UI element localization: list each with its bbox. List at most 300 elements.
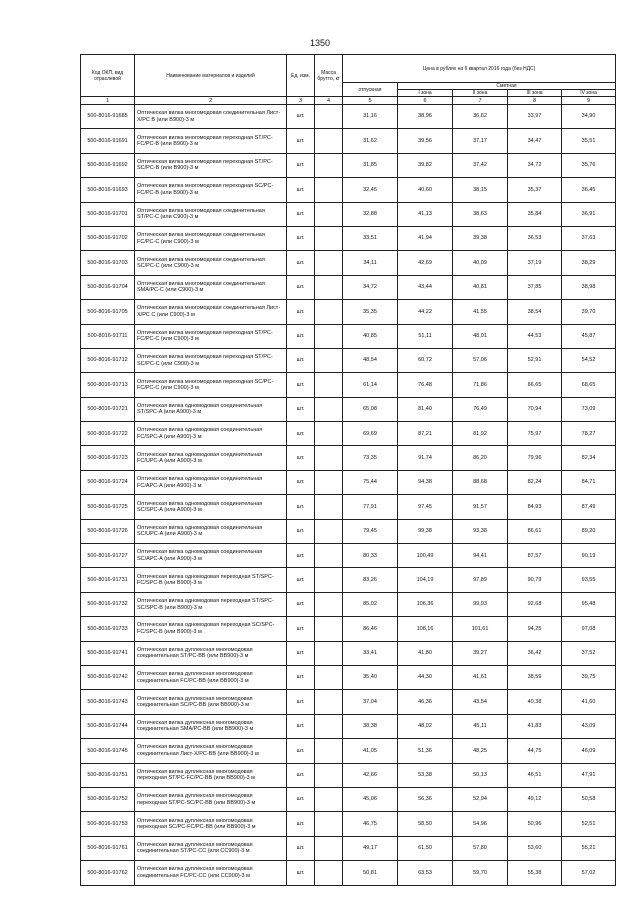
unit-of-measure: шт. (287, 397, 315, 421)
estimate-price-zone-4: 52,51 (562, 812, 616, 836)
table-row (81, 178, 616, 202)
estimate-price-zone-4: 73,09 (562, 397, 616, 421)
release-price: 33,51 (343, 226, 398, 250)
column-number: 2 (135, 97, 287, 105)
gross-mass (315, 739, 343, 763)
gross-mass (315, 861, 343, 885)
unit-of-measure: шт. (287, 861, 315, 885)
table-row (81, 714, 616, 738)
table-row (81, 690, 616, 714)
estimate-price-zone-2: 39,27 (453, 641, 508, 665)
header-code: Код ОКП, вид отраслевой (81, 55, 135, 97)
unit-of-measure: шт. (287, 592, 315, 616)
table-row (81, 251, 616, 275)
header-mass: Масса брутто, кг (315, 55, 343, 97)
estimate-price-zone-2: 101,61 (453, 617, 508, 641)
estimate-price-zone-1: 97,45 (398, 495, 453, 519)
product-name: Оптическая вилка дуплексная многомодовая соединительная SC/PC-BB (или BB900)-3 м (135, 690, 287, 714)
estimate-price-zone-2: 54,96 (453, 812, 508, 836)
estimate-price-zone-3: 35,37 (508, 178, 562, 202)
estimate-price-zone-1: 46,36 (398, 690, 453, 714)
estimate-price-zone-4: 84,71 (562, 470, 616, 494)
estimate-price-zone-3: 53,60 (508, 836, 562, 860)
unit-of-measure: шт. (287, 617, 315, 641)
estimate-price-zone-1: 53,38 (398, 763, 453, 787)
product-name: Оптическая вилка дуплексная многомодовая соединительная ST/PC-CC (или CC900)-3 м (135, 836, 287, 860)
unit-of-measure: шт. (287, 690, 315, 714)
table-row (81, 300, 616, 324)
header-release: отпускная (343, 83, 398, 97)
gross-mass (315, 105, 343, 129)
product-name: Оптическая вилка многомодовая переходная ST/PC-SC/PC-B (или B900)-3 м (135, 153, 287, 177)
unit-of-measure: шт. (287, 812, 315, 836)
estimate-price-zone-3: 41,83 (508, 714, 562, 738)
product-name: Оптическая вилка многомодовая переходная ST/PC-FC/PC-B (или B900)-3 м (135, 129, 287, 153)
estimate-price-zone-3: 79,96 (508, 446, 562, 470)
product-code: 500-8016-91743 (81, 690, 135, 714)
unit-of-measure: шт. (287, 422, 315, 446)
estimate-price-zone-3: 70,94 (508, 397, 562, 421)
gross-mass (315, 275, 343, 299)
product-name: Оптическая вилка дуплексная многомодовая соединительная FC/PC-CC (или CC900)-3 м (135, 861, 287, 885)
table-row (81, 812, 616, 836)
estimate-price-zone-4: 38,29 (562, 251, 616, 275)
product-name: Оптическая вилка многомодовая переходная ST/PC-FC/PC-C (или C900)-3 м (135, 324, 287, 348)
product-code: 500-8016-91752 (81, 787, 135, 811)
estimate-price-zone-3: 84,93 (508, 495, 562, 519)
estimate-price-zone-2: 37,17 (453, 129, 508, 153)
unit-of-measure: шт. (287, 739, 315, 763)
header-zone-2: II зона (453, 90, 508, 97)
product-code: 500-8016-91751 (81, 763, 135, 787)
estimate-price-zone-3: 49,12 (508, 787, 562, 811)
header-price-group: Цена в рублях на II квартал 2016 года (без НДС) (343, 55, 616, 83)
unit-of-measure: шт. (287, 519, 315, 543)
estimate-price-zone-4: 93,55 (562, 568, 616, 592)
estimate-price-zone-4: 68,65 (562, 373, 616, 397)
gross-mass (315, 422, 343, 446)
estimate-price-zone-3: 36,53 (508, 226, 562, 250)
product-code: 500-8016-91741 (81, 641, 135, 665)
gross-mass (315, 836, 343, 860)
table-row (81, 495, 616, 519)
estimate-price-zone-4: 37,63 (562, 226, 616, 250)
unit-of-measure: шт. (287, 665, 315, 689)
estimate-price-zone-2: 91,57 (453, 495, 508, 519)
estimate-price-zone-4: 97,08 (562, 617, 616, 641)
release-price: 69,69 (343, 422, 398, 446)
gross-mass (315, 129, 343, 153)
product-name: Оптическая вилка дуплексная многомодовая соединительная FC/PC-BB (или BB900)-3 м (135, 665, 287, 689)
gross-mass (315, 178, 343, 202)
estimate-price-zone-1: 40,60 (398, 178, 453, 202)
product-name: Оптическая вилка многомодовая соединительная Лист-X/PC C (или C900)-3 м (135, 300, 287, 324)
estimate-price-zone-1: 60,72 (398, 348, 453, 372)
header-zone-1: I зона (398, 90, 453, 97)
product-name: Оптическая вилка дуплексная многомодовая переходная SC/PC-FC/PC-BB (или BB900)-3 м (135, 812, 287, 836)
estimate-price-zone-3: 44,75 (508, 739, 562, 763)
release-price: 73,35 (343, 446, 398, 470)
product-code: 500-8016-91744 (81, 714, 135, 738)
estimate-price-zone-1: 48,02 (398, 714, 453, 738)
release-price: 49,17 (343, 836, 398, 860)
estimate-price-zone-2: 48,01 (453, 324, 508, 348)
product-code: 500-8016-91711 (81, 324, 135, 348)
estimate-price-zone-1: 63,53 (398, 861, 453, 885)
product-code: 500-8016-91701 (81, 202, 135, 226)
table-row (81, 422, 616, 446)
table-row (81, 739, 616, 763)
product-code: 500-8016-91692 (81, 153, 135, 177)
estimate-price-zone-4: 95,48 (562, 592, 616, 616)
estimate-price-zone-2: 52,94 (453, 787, 508, 811)
table-row (81, 105, 616, 129)
product-name: Оптическая вилка дуплексная многомодовая соединительная Лист-X/PC-BB (или BB900)-3 м (135, 739, 287, 763)
product-name: Оптическая вилка дуплексная многомодовая соединительная ST/PC-BB (или BB900)-3 м (135, 641, 287, 665)
table-row (81, 787, 616, 811)
page-number: 1350 (309, 38, 331, 48)
estimate-price-zone-1: 56,36 (398, 787, 453, 811)
column-number: 4 (315, 97, 343, 105)
product-name: Оптическая вилка многомодовая соединительная ST/PC-C (или C900)-3 м (135, 202, 287, 226)
estimate-price-zone-3: 55,38 (508, 861, 562, 885)
header-zone-4: IV зона (562, 90, 616, 97)
estimate-price-zone-1: 44,22 (398, 300, 453, 324)
estimate-price-zone-2: 48,25 (453, 739, 508, 763)
release-price: 45,06 (343, 787, 398, 811)
release-price: 77,91 (343, 495, 398, 519)
estimate-price-zone-4: 39,70 (562, 300, 616, 324)
product-name: Оптическая вилка многомодовая соединительная FC/PC-C (или C900)-3 м (135, 226, 287, 250)
product-code: 500-8016-91691 (81, 129, 135, 153)
table-row (81, 153, 616, 177)
unit-of-measure: шт. (287, 470, 315, 494)
product-name: Оптическая вилка одномодовая соединительная SC/APC-A (или A900)-3 м (135, 544, 287, 568)
estimate-price-zone-4: 47,91 (562, 763, 616, 787)
estimate-price-zone-1: 58,50 (398, 812, 453, 836)
table-row (81, 129, 616, 153)
unit-of-measure: шт. (287, 202, 315, 226)
product-name: Оптическая вилка одномодовая соединительная SC/SPC-A (или A900)-3 м (135, 495, 287, 519)
estimate-price-zone-1: 43,44 (398, 275, 453, 299)
release-price: 41,05 (343, 739, 398, 763)
estimate-price-zone-2: 71,86 (453, 373, 508, 397)
product-code: 500-8016-91727 (81, 544, 135, 568)
estimate-price-zone-4: 41,60 (562, 690, 616, 714)
estimate-price-zone-3: 87,57 (508, 544, 562, 568)
estimate-price-zone-2: 38,63 (453, 202, 508, 226)
product-code: 500-8016-91685 (81, 105, 135, 129)
estimate-price-zone-4: 90,19 (562, 544, 616, 568)
gross-mass (315, 812, 343, 836)
product-code: 500-8016-91762 (81, 861, 135, 885)
product-name: Оптическая вилка многомодовая соединительная Лист-X/PC B (или B900)-3 м (135, 105, 287, 129)
header-unit: Ед. изм. (287, 55, 315, 97)
gross-mass (315, 202, 343, 226)
estimate-price-zone-2: 36,62 (453, 105, 508, 129)
estimate-price-zone-1: 87,21 (398, 422, 453, 446)
unit-of-measure: шт. (287, 251, 315, 275)
estimate-price-zone-3: 46,51 (508, 763, 562, 787)
unit-of-measure: шт. (287, 324, 315, 348)
unit-of-measure: шт. (287, 226, 315, 250)
table-row (81, 665, 616, 689)
estimate-price-zone-2: 86,20 (453, 446, 508, 470)
estimate-price-zone-4: 46,09 (562, 739, 616, 763)
column-number: 8 (508, 97, 562, 105)
table-row (81, 446, 616, 470)
product-name: Оптическая вилка одномодовая соединительная ST/SPC-A (или A900)-3 м (135, 397, 287, 421)
product-code: 500-8016-91732 (81, 592, 135, 616)
product-code: 500-8016-91704 (81, 275, 135, 299)
header-estimate: Сметная (398, 83, 616, 90)
release-price: 46,75 (343, 812, 398, 836)
table-row (81, 470, 616, 494)
release-price: 32,88 (343, 202, 398, 226)
product-name: Оптическая вилка дуплексная многомодовая переходная ST/PC-SC/PC-BB (или BB900)-3 м (135, 787, 287, 811)
gross-mass (315, 446, 343, 470)
unit-of-measure: шт. (287, 129, 315, 153)
product-name: Оптическая вилка многомодовая переходная ST/PC-SC/PC-C (или C900)-3 м (135, 348, 287, 372)
release-price: 85,02 (343, 592, 398, 616)
gross-mass (315, 690, 343, 714)
release-price: 35,40 (343, 665, 398, 689)
estimate-price-zone-1: 39,56 (398, 129, 453, 153)
estimate-price-zone-2: 40,81 (453, 275, 508, 299)
product-name: Оптическая вилка дуплексная многомодовая переходная ST/PC-FC/PC-BB (или BB900)-3 м (135, 763, 287, 787)
product-code: 500-8016-91725 (81, 495, 135, 519)
estimate-price-zone-4: 45,87 (562, 324, 616, 348)
unit-of-measure: шт. (287, 544, 315, 568)
product-code: 500-8016-91726 (81, 519, 135, 543)
table-row (81, 202, 616, 226)
estimate-price-zone-3: 36,42 (508, 641, 562, 665)
release-price: 42,66 (343, 763, 398, 787)
estimate-price-zone-3: 38,59 (508, 665, 562, 689)
estimate-price-zone-1: 42,69 (398, 251, 453, 275)
table-row (81, 861, 616, 885)
estimate-price-zone-4: 55,21 (562, 836, 616, 860)
gross-mass (315, 519, 343, 543)
table-row (81, 348, 616, 372)
release-price: 33,41 (343, 641, 398, 665)
table-row (81, 641, 616, 665)
release-price: 34,11 (343, 251, 398, 275)
estimate-price-zone-4: 36,91 (562, 202, 616, 226)
estimate-price-zone-3: 37,85 (508, 275, 562, 299)
column-number: 1 (81, 97, 135, 105)
estimate-price-zone-1: 106,36 (398, 592, 453, 616)
estimate-price-zone-1: 39,82 (398, 153, 453, 177)
product-name: Оптическая вилка одномодовая соединительная FC/UPC-A (или A900)-3 м (135, 446, 287, 470)
column-number: 6 (398, 97, 453, 105)
estimate-price-zone-2: 59,70 (453, 861, 508, 885)
unit-of-measure: шт. (287, 836, 315, 860)
table-row (81, 519, 616, 543)
estimate-price-zone-1: 41,80 (398, 641, 453, 665)
estimate-price-zone-1: 41,94 (398, 226, 453, 250)
gross-mass (315, 348, 343, 372)
estimate-price-zone-2: 43,54 (453, 690, 508, 714)
estimate-price-zone-4: 36,45 (562, 178, 616, 202)
release-price: 31,85 (343, 153, 398, 177)
estimate-price-zone-3: 34,47 (508, 129, 562, 153)
gross-mass (315, 665, 343, 689)
unit-of-measure: шт. (287, 495, 315, 519)
estimate-price-zone-2: 37,42 (453, 153, 508, 177)
product-code: 500-8016-91713 (81, 373, 135, 397)
estimate-price-zone-2: 57,80 (453, 836, 508, 860)
column-numbers-row (81, 97, 616, 105)
estimate-price-zone-3: 37,19 (508, 251, 562, 275)
estimate-price-zone-1: 99,38 (398, 519, 453, 543)
estimate-price-zone-1: 61,50 (398, 836, 453, 860)
estimate-price-zone-1: 108,16 (398, 617, 453, 641)
unit-of-measure: шт. (287, 300, 315, 324)
gross-mass (315, 153, 343, 177)
estimate-price-zone-2: 97,89 (453, 568, 508, 592)
estimate-price-zone-3: 50,96 (508, 812, 562, 836)
estimate-price-zone-4: 38,98 (562, 275, 616, 299)
product-name: Оптическая вилка многомодовая переходная SC/PC-FC/PC-C (или C900)-3 м (135, 373, 287, 397)
estimate-price-zone-4: 34,90 (562, 105, 616, 129)
release-price: 35,35 (343, 300, 398, 324)
product-name: Оптическая вилка одномодовая переходная ST/SPC-FC/SPC-B (или B900)-3 м (135, 568, 287, 592)
estimate-price-zone-1: 104,19 (398, 568, 453, 592)
gross-mass (315, 787, 343, 811)
product-name: Оптическая вилка одномодовая переходная SC/SPC-FC/SPC-B (или B900)-3 м (135, 617, 287, 641)
release-price: 34,72 (343, 275, 398, 299)
table-row (81, 324, 616, 348)
table-row (81, 617, 616, 641)
unit-of-measure: шт. (287, 153, 315, 177)
release-price: 75,44 (343, 470, 398, 494)
gross-mass (315, 544, 343, 568)
release-price: 61,14 (343, 373, 398, 397)
product-code: 500-8016-91702 (81, 226, 135, 250)
table-row (81, 592, 616, 616)
estimate-price-zone-1: 94,38 (398, 470, 453, 494)
gross-mass (315, 617, 343, 641)
gross-mass (315, 470, 343, 494)
product-code: 500-8016-91722 (81, 422, 135, 446)
product-code: 500-8016-91705 (81, 300, 135, 324)
estimate-price-zone-2: 38,15 (453, 178, 508, 202)
estimate-price-zone-4: 35,51 (562, 129, 616, 153)
product-name: Оптическая вилка одномодовая переходная ST/SPC-SC/SPC-B (или B900)-3 м (135, 592, 287, 616)
unit-of-measure: шт. (287, 568, 315, 592)
estimate-price-zone-2: 88,68 (453, 470, 508, 494)
release-price: 50,81 (343, 861, 398, 885)
unit-of-measure: шт. (287, 641, 315, 665)
product-code: 500-8016-91703 (81, 251, 135, 275)
release-price: 65,08 (343, 397, 398, 421)
gross-mass (315, 226, 343, 250)
release-price: 80,33 (343, 544, 398, 568)
estimate-price-zone-2: 93,38 (453, 519, 508, 543)
gross-mass (315, 495, 343, 519)
estimate-price-zone-2: 39,38 (453, 226, 508, 250)
column-number: 3 (287, 97, 315, 105)
estimate-price-zone-2: 81,92 (453, 422, 508, 446)
product-name: Оптическая вилка одномодовая соединительная FC/SPC-A (или A900)-3 м (135, 422, 287, 446)
unit-of-measure: шт. (287, 373, 315, 397)
product-name: Оптическая вилка дуплексная многомодовая соединительная SMA/PC-BB (или BB900)-3 м (135, 714, 287, 738)
estimate-price-zone-2: 94,41 (453, 544, 508, 568)
estimate-price-zone-4: 35,76 (562, 153, 616, 177)
estimate-price-zone-2: 41,61 (453, 665, 508, 689)
header-name: Наименование материалов и изделий (135, 55, 287, 97)
gross-mass (315, 641, 343, 665)
estimate-price-zone-1: 38,96 (398, 105, 453, 129)
table-row (81, 373, 616, 397)
table-row (81, 275, 616, 299)
table-row (81, 836, 616, 860)
estimate-price-zone-3: 34,72 (508, 153, 562, 177)
release-price: 32,45 (343, 178, 398, 202)
product-code: 500-8016-91693 (81, 178, 135, 202)
estimate-price-zone-4: 37,52 (562, 641, 616, 665)
gross-mass (315, 592, 343, 616)
release-price: 86,46 (343, 617, 398, 641)
estimate-price-zone-4: 57,02 (562, 861, 616, 885)
estimate-price-zone-1: 44,30 (398, 665, 453, 689)
estimate-price-zone-3: 82,24 (508, 470, 562, 494)
gross-mass (315, 714, 343, 738)
product-code: 500-8016-91761 (81, 836, 135, 860)
release-price: 31,16 (343, 105, 398, 129)
estimate-price-zone-4: 54,52 (562, 348, 616, 372)
unit-of-measure: шт. (287, 105, 315, 129)
estimate-price-zone-3: 35,84 (508, 202, 562, 226)
estimate-price-zone-4: 43,09 (562, 714, 616, 738)
table-row (81, 568, 616, 592)
price-table (80, 54, 616, 886)
estimate-price-zone-4: 89,20 (562, 519, 616, 543)
unit-of-measure: шт. (287, 714, 315, 738)
estimate-price-zone-2: 76,49 (453, 397, 508, 421)
gross-mass (315, 324, 343, 348)
estimate-price-zone-3: 38,54 (508, 300, 562, 324)
column-number: 5 (343, 97, 398, 105)
estimate-price-zone-1: 51,11 (398, 324, 453, 348)
estimate-price-zone-1: 100,49 (398, 544, 453, 568)
product-code: 500-8016-91721 (81, 397, 135, 421)
estimate-price-zone-4: 50,58 (562, 787, 616, 811)
header-zone-3: III зона (508, 90, 562, 97)
estimate-price-zone-2: 45,11 (453, 714, 508, 738)
product-name: Оптическая вилка многомодовая переходная SC/PC-FC/PC-B (или B900)-3 м (135, 178, 287, 202)
release-price: 37,04 (343, 690, 398, 714)
release-price: 40,85 (343, 324, 398, 348)
gross-mass (315, 300, 343, 324)
table-row (81, 397, 616, 421)
estimate-price-zone-3: 92,68 (508, 592, 562, 616)
estimate-price-zone-3: 66,65 (508, 373, 562, 397)
estimate-price-zone-3: 90,79 (508, 568, 562, 592)
estimate-price-zone-2: 99,93 (453, 592, 508, 616)
estimate-price-zone-3: 75,97 (508, 422, 562, 446)
unit-of-measure: шт. (287, 446, 315, 470)
estimate-price-zone-3: 44,53 (508, 324, 562, 348)
product-code: 500-8016-91723 (81, 446, 135, 470)
estimate-price-zone-3: 33,97 (508, 105, 562, 129)
unit-of-measure: шт. (287, 348, 315, 372)
estimate-price-zone-1: 81,40 (398, 397, 453, 421)
product-name: Оптическая вилка одномодовая соединительная SC/UPC-A (или A900)-3 м (135, 519, 287, 543)
product-code: 500-8016-91731 (81, 568, 135, 592)
release-price: 48,54 (343, 348, 398, 372)
